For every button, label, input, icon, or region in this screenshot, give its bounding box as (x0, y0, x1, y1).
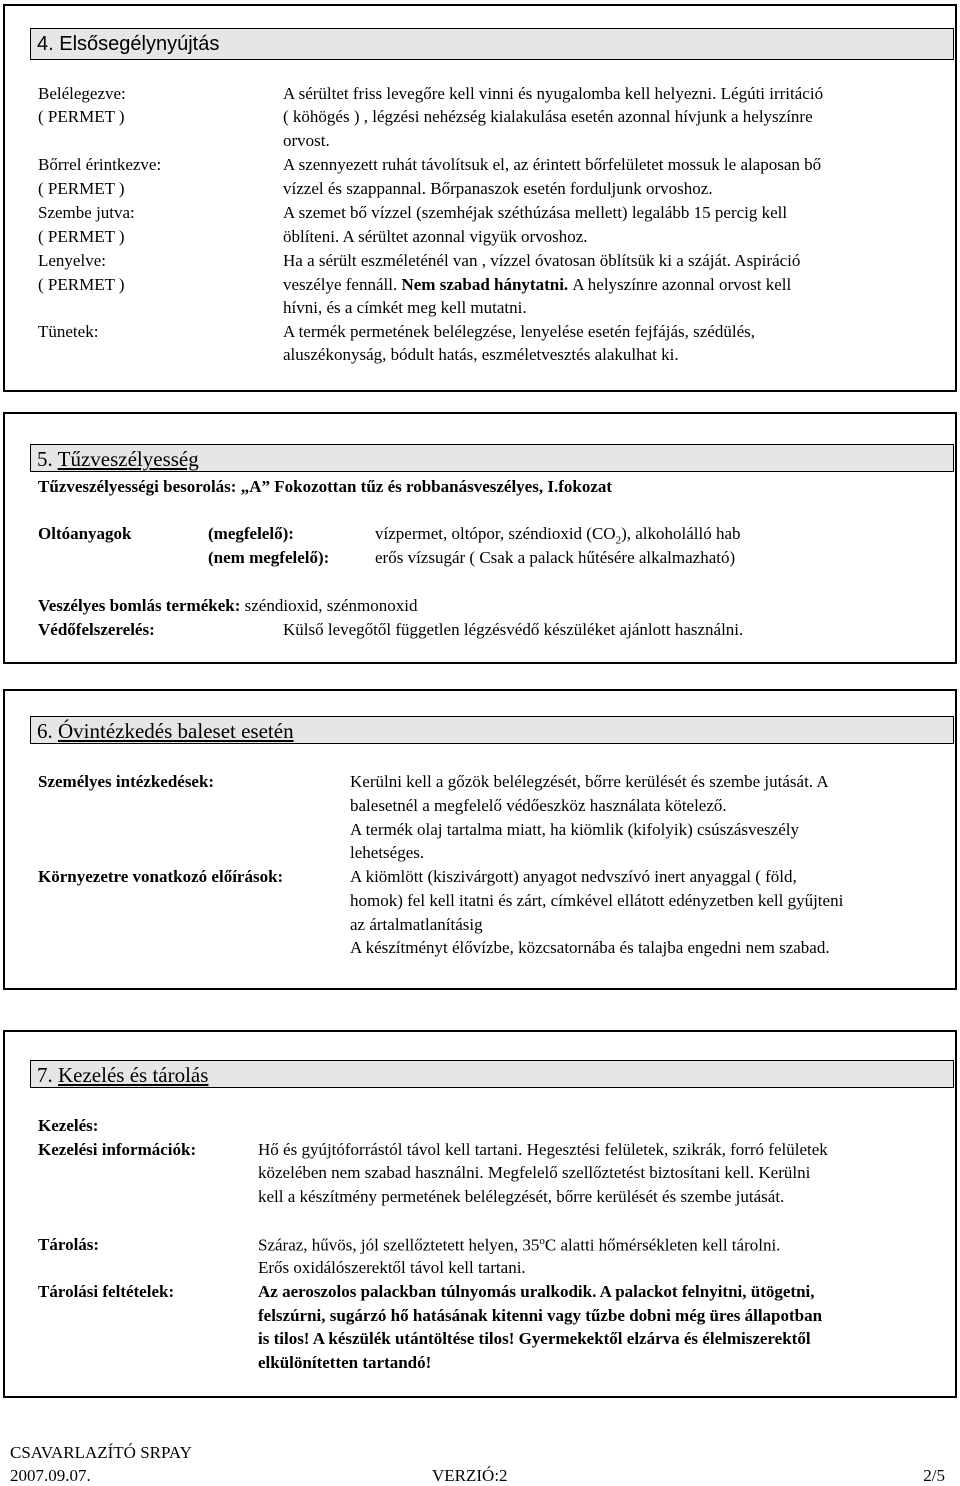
megfelelo-value (375, 524, 741, 546)
s7-bold-line: elkülönítetten tartandó! (258, 1353, 432, 1372)
megfelelo-label: (megfelelő): (208, 524, 294, 543)
s4-text-plain: A helyszínre azonnal orvost kell (572, 275, 792, 294)
nem-megfelelo-value: erős vízsugár ( Csak a palack hűtésére alkalmazható) (375, 548, 736, 567)
s7-bold-line: felszúrni, sugárzó hő hatásának kitenni vagy tűzbe dobni még üres állapotban (258, 1306, 823, 1325)
section-5-header (30, 444, 954, 472)
s4-text-line: orvost. (283, 131, 330, 150)
tarolas-label: Tárolás: (38, 1235, 100, 1254)
s7-text-line: Hő és gyújtóforrástól távol kell tartani. Hegesztési felületek, szikrák, forró felületek (258, 1140, 828, 1159)
section-4-title: Elsősegélynyújtás (59, 33, 220, 55)
s4-text-line: hívni, és a címkét meg kell mutatni. (283, 298, 527, 317)
megfelelo-value-a: vízpermet, oltópor, széndioxid (CO (375, 524, 616, 543)
feltetel-label: Tárolási feltételek: (38, 1282, 175, 1301)
megfelelo-value-b: ), alkoholálló hab (621, 524, 741, 543)
label-tunetek: Tünetek: (38, 322, 99, 341)
s4-text-line: aluszékonyság, bódult hatás, eszméletvesztés alakulhat ki. (283, 345, 679, 364)
s4-text-line: ( köhögés ) , légzési nehézség kialakulása esetén azonnal hívjunk a helyszínre (283, 107, 813, 126)
fire-classification-value: „A” Fokozottan tűz és robbanásveszélyes, I.fokozat (240, 477, 613, 496)
s4-text-line: öblíteni. A sérültet azonnal vigyük orvoshoz. (283, 227, 588, 246)
bomlas-line (38, 596, 417, 616)
footer-page: 2/5 (923, 1466, 945, 1485)
section-7-title: Kezelés és tárolás (58, 1063, 209, 1087)
section-4-header (30, 28, 954, 60)
szemelyes-label: Személyes intézkedések: (38, 772, 215, 791)
s4-text-line-mixed (283, 275, 791, 295)
bomlas-value: széndioxid, szénmonoxid (240, 596, 418, 615)
nem-megfelelo-label: (nem megfelelő): (208, 548, 330, 567)
tarolas-text-a: Száraz, hűvös, jól szellőztetett helyen, 35 (258, 1235, 540, 1255)
s6-text-line: lehetséges. (350, 843, 425, 862)
s4-text-line: A szennyezett ruhát távolítsuk el, az érintett bőrfelületet mossuk le alaposan bő (283, 155, 822, 174)
s4-text-plain: veszélye fennáll. (283, 275, 398, 294)
s6-text-line: homok) fel kell itatni és zárt, címkével ellátott edényzetben kell gyűjteni (350, 891, 844, 910)
label-borrel: Bőrrel érintkezve: (38, 155, 162, 174)
kezelesi-info-label: Kezelési információk: (38, 1140, 197, 1159)
s6-text-line: A kiömlött (kiszivárgott) anyagot nedvszívó inert anyaggal ( föld, (350, 867, 797, 886)
s6-text-line: balesetnél a megfelelő védőeszköz használata kötelező. (350, 796, 727, 815)
s4-text-line: A szemet bő vízzel (szemhéjak széthúzása mellett) legalább 15 percig kell (283, 203, 788, 222)
label-permet-4: ( PERMET ) (38, 275, 125, 294)
tarolas-text-b: C alatti hőmérsékleten kell tárolni. (544, 1235, 781, 1255)
s6-text-line: A készítményt élővízbe, közcsatornába és talajba engedni nem szabad. (350, 938, 830, 957)
s6-text-line: Kerülni kell a gőzök belélegzését, bőrre kerülését és szembe jutását. A (350, 772, 829, 791)
section-7-number: 7. (37, 1063, 53, 1087)
section-7-header (30, 1060, 954, 1088)
s4-text-line: vízzel és szappannal. Bőrpanaszok esetén forduljunk orvoshoz. (283, 179, 713, 198)
bomlas-label: Veszélyes bomlás termékek: (38, 596, 241, 615)
section-6-number: 6. (37, 719, 53, 743)
s7-text-line: kell a készítmény permetének belélegzését, bőrre kerülését és szembe jutását. (258, 1187, 785, 1206)
label-permet-1: ( PERMET ) (38, 107, 125, 126)
oltoanyagok-label: Oltóanyagok (38, 524, 132, 543)
s6-text-line: A termék olaj tartalma miatt, ha kiömlik (kifolyik) csúszásveszély (350, 820, 799, 839)
fire-classification-label: Tűzveszélyességi besorolás: (38, 477, 241, 496)
label-permet-2: ( PERMET ) (38, 179, 125, 198)
label-permet-3: ( PERMET ) (38, 227, 125, 246)
section-4-number: 4. (37, 33, 54, 55)
s7-bold-line: Az aeroszolos palackban túlnyomás uralkodik. A palackot felnyitni, ütögetni, (258, 1282, 815, 1301)
degree-superscript: o (539, 1235, 545, 1247)
s7-text-line: közelében nem szabad használni. Megfelelő szellőztetést biztosítani kell. Kerülni (258, 1163, 811, 1182)
section-5-title: Tűzveszélyesség (57, 447, 199, 471)
tarolas-line-2: Erős oxidálószerektől távol kell tartani. (258, 1258, 526, 1277)
s4-text-bold: Nem szabad hánytatni. (401, 275, 569, 294)
fire-classification (38, 477, 612, 497)
footer-version: VERZIÓ:2 (432, 1466, 508, 1485)
footer-date: 2007.09.07. (10, 1466, 91, 1485)
vedo-label: Védőfelszerelés: (38, 620, 155, 639)
s4-text-line: A sérültet friss levegőre kell vinni és nyugalomba kell helyezni. Légúti irritáció (283, 84, 824, 103)
s4-text-line: A termék permetének belélegzése, lenyelése esetén fejfájás, szédülés, (283, 322, 755, 341)
kornyezet-label: Környezetre vonatkozó előírások: (38, 867, 284, 886)
label-lenyelve: Lenyelve: (38, 251, 106, 270)
co2-subscript: 2 (615, 534, 622, 547)
s7-bold-line: is tilos! A készülék utántöltése tilos! Gyermekektől elzárva és élelmiszerektől (258, 1329, 811, 1348)
footer-product: CSAVARLAZÍTÓ SRPAY (10, 1443, 192, 1462)
section-5-number: 5. (37, 447, 53, 471)
s4-text-line: Ha a sérült eszméleténél van , vízzel óvatosan öblítsük ki a száját. Aspiráció (283, 251, 801, 270)
section-6-header (30, 716, 954, 744)
label-szembe: Szembe jutva: (38, 203, 135, 222)
s6-text-line: az ártalmatlanításig (350, 915, 483, 934)
section-6-title: Óvintézkedés baleset esetén (58, 719, 294, 743)
vedo-value: Külső levegőtől független légzésvédő készüléket ajánlott használni. (283, 620, 744, 639)
label-belelegezve: Belélegezve: (38, 84, 126, 103)
tarolas-line-1 (258, 1235, 780, 1256)
kezeles-label: Kezelés: (38, 1116, 99, 1135)
